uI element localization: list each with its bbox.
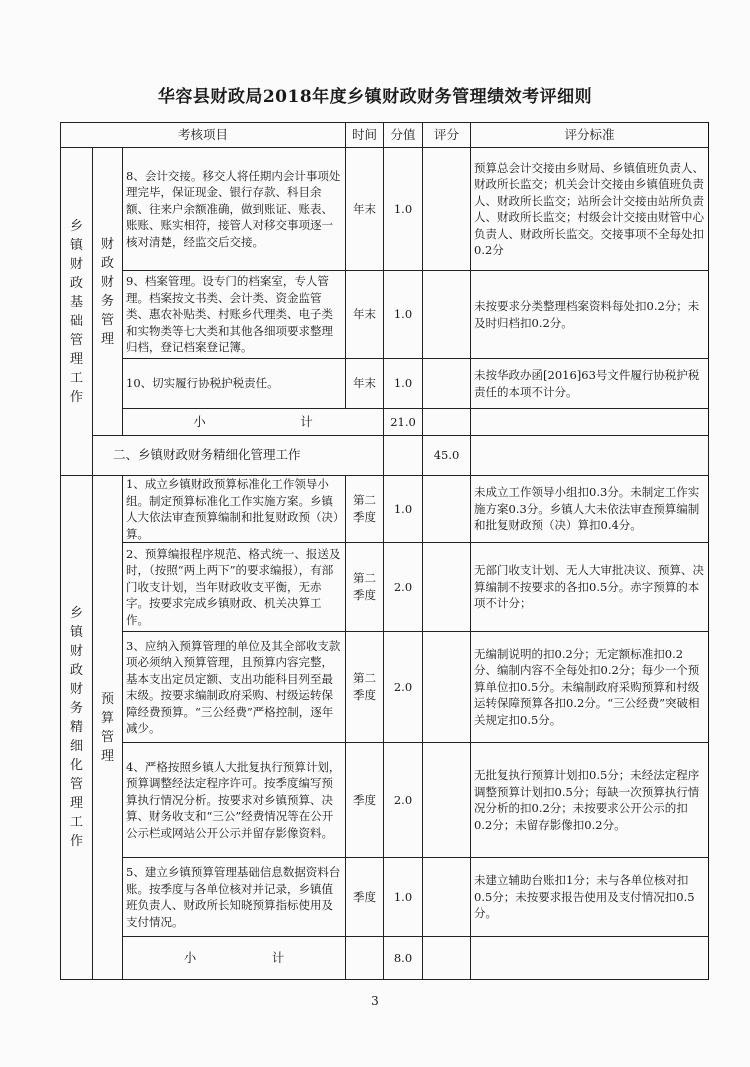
score-cell: 1.0 (384, 271, 423, 359)
score-cell: 2.0 (384, 543, 423, 632)
score-cell: 1.0 (384, 858, 423, 937)
standard-text: 未成立工作领导小组扣0.3分。未制定工作实施方案0.3分。乡镇人大未依法审查预算编制和批复财政预（决）算扣0.4分。 (471, 476, 709, 543)
time-cell: 年末 (346, 148, 384, 271)
category-cell (61, 148, 93, 476)
header-standard: 评分标准 (471, 123, 709, 148)
time-cell (346, 543, 384, 632)
score-cell: 1.0 (384, 148, 423, 271)
category-label: 乡镇财政基础管理工作 (69, 218, 83, 405)
section-score: 45.0 (423, 436, 471, 476)
subcategory-cell (93, 476, 123, 980)
rating-cell[interactable] (423, 476, 471, 543)
table-row (61, 632, 709, 743)
standard-text: 无编制说明的扣0.2分；无定额标准扣0.2分、编制内容不全每处扣0.2分；每少一个预算单位扣0.5分。未编制政府采购预算和村级运转保障预算各扣0.2分。“三公经费”突破相关规定扣0.5分。 (471, 632, 709, 743)
subcategory-label: 预算管理 (100, 691, 114, 764)
subtotal-row (61, 937, 709, 980)
section-heading-row (61, 436, 709, 476)
standard-text: 无批复执行预算计划扣0.5分；未经法定程序调整预算计划扣0.5分；每缺一次预算执行情况分析的扣0.2分；未按要求公开公示的扣0.2分；未留存影像扣0.2分。 (471, 743, 709, 858)
category-cell (61, 476, 93, 980)
rating-cell[interactable] (423, 148, 471, 271)
item-text: 8、会计交接。移交人将任期内会计事项处理完毕，保证现金、银行存款、科目余额、往来户余额准确，做到账证、账表、账账、账实相符，接管人对移交事项逐一核对清楚，经监交后交接。 (123, 148, 346, 271)
item-text: 2、预算编报程序规范、格式统一、报送及时，（按照“两上两下”的要求编报），有部门收支计划，当年财政收支平衡，无赤字。按要求完成乡镇财政、机关决算工作。 (123, 543, 346, 632)
subtotal-score: 8.0 (384, 937, 423, 980)
subtotal-score: 21.0 (384, 409, 423, 436)
table-row (61, 359, 709, 409)
table-row (61, 476, 709, 543)
item-text: 1、成立乡镇财政预算标准化工作领导小组。制定预算标准化工作实施方案。乡镇人大依法审查预算编制和批复财政预（决）算。 (123, 476, 346, 543)
time-cell (346, 476, 384, 543)
table-row (61, 148, 709, 271)
page-number: 3 (371, 994, 379, 1008)
header-score: 分值 (384, 123, 423, 148)
score-cell: 1.0 (384, 359, 423, 409)
score-cell: 1.0 (384, 476, 423, 543)
standard-text: 未按要求分类整理档案资料每处扣0.2分；未及时归档扣0.2分。 (471, 271, 709, 359)
standard-text: 未按华政办函[2016]63号文件履行协税护税责任的本项不计分。 (471, 359, 709, 409)
time-label: 第二季度 (353, 671, 377, 702)
subtotal-label-left: 小 (193, 413, 206, 429)
standard-text: 无部门收支计划、无人大审批决议、预算、决算编制不按要求的各扣0.5分。赤字预算的本项不计分； (471, 543, 709, 632)
table-row (61, 743, 709, 858)
subtotal-label-right: 计 (300, 413, 313, 429)
score-cell: 2.0 (384, 632, 423, 743)
time-cell: 年末 (346, 359, 384, 409)
time-cell: 季度 (346, 743, 384, 858)
subtotal-label-left: 小 (183, 949, 197, 965)
subcategory-label: 财政财务管理 (100, 236, 114, 347)
time-cell: 年末 (346, 271, 384, 359)
item-text: 5、建立乡镇预算管理基础信息数据资料台账。按季度与各单位核对并记录，乡镇值班负责人、财政所长知晓预算指标使用及支付情况。 (123, 858, 346, 937)
rating-cell[interactable] (423, 543, 471, 632)
time-label: 第二季度 (353, 493, 377, 524)
item-text: 3、应纳入预算管理的单位及其全部收支款项必须纳入预算管理，且预算内容完整，基本支出定员定额、支出功能科目列至最末级。按要求编制政府采购、村级运转保障经费预算。“三公经费”严格控制，逐年减少。 (123, 632, 346, 743)
rating-cell[interactable] (471, 436, 709, 476)
rating-cell[interactable] (423, 743, 471, 858)
header-time: 时间 (346, 123, 384, 148)
item-text: 9、档案管理。设专门的档案室，专人管理。档案按文书类、会计类、资金监管类、惠农补贴类、村账乡代理类、电子类和实物类等七大类和其他各细项要求整理归档，登记档案登记簿。 (123, 271, 346, 359)
rating-cell[interactable] (423, 271, 471, 359)
standard-text: 未建立辅助台账扣1分；未与各单位核对扣0.5分；未按要求报告使用及支付情况扣0.5分。 (471, 858, 709, 937)
header-rating: 评分 (423, 123, 471, 148)
table-header-row (61, 123, 709, 148)
time-cell: 季度 (346, 858, 384, 937)
subcategory-cell (93, 148, 123, 436)
time-cell (346, 632, 384, 743)
document-title: 华容县财政局2018年度乡镇财政财务管理绩效考评细则 (157, 87, 593, 107)
rating-cell[interactable] (423, 632, 471, 743)
subtotal-row (61, 409, 709, 436)
section-heading: 二、乡镇财政财务精细化管理工作 (93, 436, 384, 476)
table-row (61, 858, 709, 937)
score-cell: 2.0 (384, 743, 423, 858)
category-label: 乡镇财政财务精细化管理工作 (69, 606, 83, 849)
evaluation-table (60, 122, 709, 980)
item-text: 10、切实履行协税护税责任。 (123, 359, 346, 409)
header-item: 考核项目 (61, 123, 346, 148)
rating-cell[interactable] (423, 858, 471, 937)
standard-text: 预算总会计交接由乡财局、乡镇值班负责人、财政所长监交；机关会计交接由乡镇值班负责人、财政所长监交；站所会计交接由站所负责人、财政所长监交；村级会计交接由财管中心负责人、财政所长监交。交接事项不全每处扣0.2分 (471, 148, 709, 271)
rating-cell[interactable] (423, 359, 471, 409)
item-text: 4、严格按照乡镇人大批复执行预算计划，预算调整经法定程序许可。按季度编写预算执行情况分析。按要求对乡镇预算、决算、财务收支和“三公”经费情况等在公开公示栏或网站公开公示并留存影像资料。 (123, 743, 346, 858)
time-label: 第二季度 (353, 571, 377, 602)
subtotal-label-right: 计 (271, 949, 285, 965)
rating-cell[interactable] (423, 409, 471, 436)
table-row (61, 271, 709, 359)
rating-cell[interactable] (423, 937, 471, 980)
table-row (61, 543, 709, 632)
